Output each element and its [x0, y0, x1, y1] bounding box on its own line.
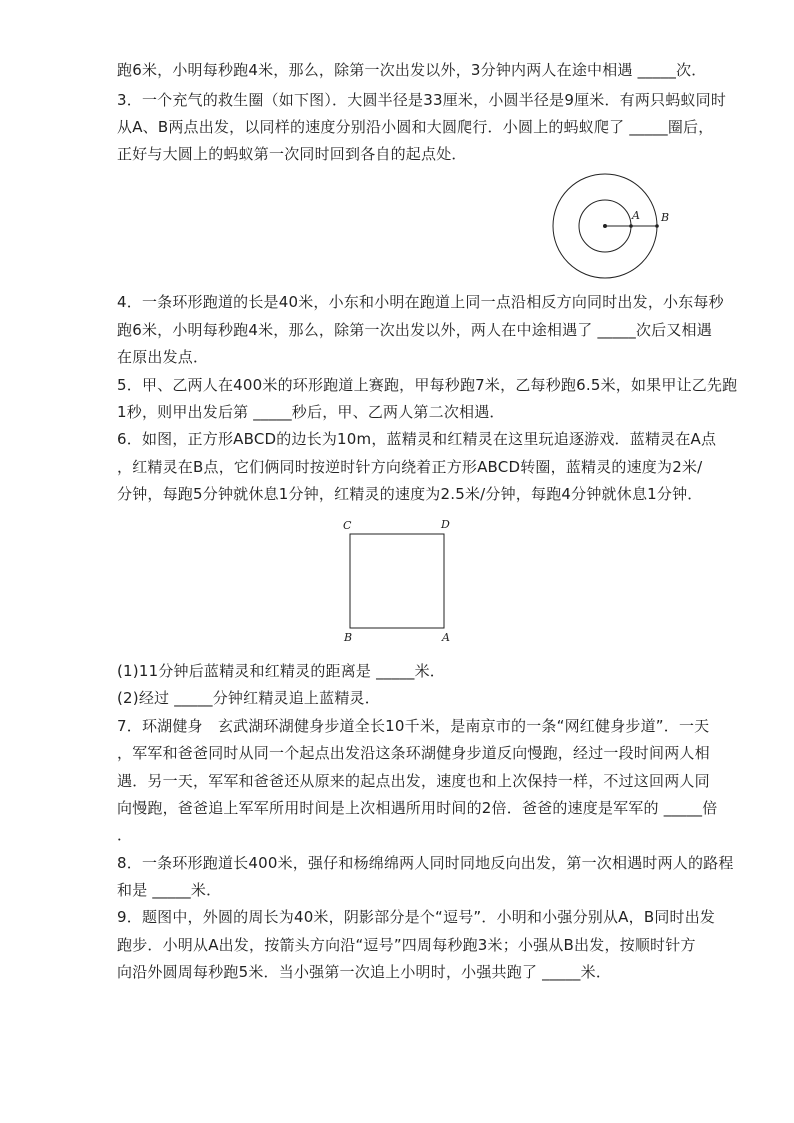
- text-line: 向沿外圆周每秒跑5米．当小强第一次追上小明时，小强共跑了 _____米．: [117, 963, 612, 981]
- text-line: 7．环湖健身 玄武湖环湖健身步道全长10千米，是南京市的一条“网红健身步道”．一天: [117, 717, 710, 735]
- point-b: [655, 224, 659, 228]
- text-line: 跑6米，小明每秒跑4米，那么，除第一次出发以外，两人在中途相遇了 _____次后又相遇: [117, 321, 712, 339]
- center-point: [603, 224, 607, 228]
- text-line: 9．题图中，外圆的周长为40米，阴影部分是个“逗号”．小明和小强分别从A，B同时出发: [117, 908, 716, 926]
- label-a: A: [442, 631, 450, 644]
- text-line: 5．甲、乙两人在400米的环形跑道上赛跑，甲每秒跑7米，乙每秒跑6.5米，如果甲让乙先跑: [117, 376, 738, 394]
- label-a: A: [632, 209, 640, 222]
- label-b: B: [661, 211, 670, 224]
- text-line: ，红精灵在B点，它们俩同时按逆时针方向绕着正方形ABCD转圈，蓝精灵的速度为2米/: [117, 458, 703, 476]
- text-line: 8．一条环形跑道长400米，强仔和杨绵绵两人同时同地反向出发，第一次相遇时两人的路程: [117, 854, 734, 872]
- text-line: 1秒，则甲出发后第 _____秒后，甲、乙两人第二次相遇．: [117, 403, 505, 421]
- label-c: C: [343, 519, 352, 532]
- text-line: 向慢跑，爸爸追上军军所用时间是上次相遇所用时间的2倍．爸爸的速度是军军的 _____倍: [117, 799, 718, 817]
- text-line: 3．一个充气的救生圈（如下图）．大圆半径是33厘米，小圆半径是9厘米．有两只蚂蚁同时: [117, 91, 727, 109]
- text-line: ．: [117, 826, 133, 844]
- label-d: D: [441, 518, 450, 531]
- text-line: (2)经过 _____分钟红精灵追上蓝精灵．: [117, 689, 380, 707]
- text-line: 跑步．小明从A出发，按箭头方向沿“逗号”四周每秒跑3米；小强从B出发，按顺时针方: [117, 936, 696, 954]
- square-abcd-figure: [335, 512, 460, 647]
- text-line: 跑6米，小明每秒跑4米，那么，除第一次出发以外，3分钟内两人在途中相遇 _____次．: [117, 61, 707, 79]
- text-line: 从A、B两点出发，以同样的速度分别沿小圆和大圆爬行．小圆上的蚂蚁爬了 _____圈后，: [117, 118, 714, 136]
- text-line: 遇．另一天，军军和爸爸还从原来的起点出发，速度也和上次保持一样，不过这回两人同: [117, 772, 710, 790]
- point-a: [629, 224, 633, 228]
- text-line: 在原出发点．: [117, 348, 209, 366]
- text-line: 正好与大圆上的蚂蚁第一次同时回到各自的起点处．: [117, 145, 467, 163]
- square: [350, 534, 444, 628]
- text-line: (1)11分钟后蓝精灵和红精灵的距离是 _____米．: [117, 662, 446, 680]
- concentric-circles-figure: [548, 172, 678, 282]
- text-line: 4．一条环形跑道的长是40米，小东和小明在跑道上同一点沿相反方向同时出发，小东每秒: [117, 293, 724, 311]
- text-line: 6．如图，正方形ABCD的边长为10m，蓝精灵和红精灵在这里玩追逐游戏．蓝精灵在A点: [117, 430, 717, 448]
- label-b: B: [344, 631, 353, 644]
- text-line: ，军军和爸爸同时从同一个起点出发沿这条环湖健身步道反向慢跑，经过一段时间两人相: [117, 744, 710, 762]
- text-line: 分钟，每跑5分钟就休息1分钟，红精灵的速度为2.5米/分钟，每跑4分钟就休息1分钟．: [117, 485, 703, 503]
- text-line: 和是 _____米．: [117, 881, 222, 899]
